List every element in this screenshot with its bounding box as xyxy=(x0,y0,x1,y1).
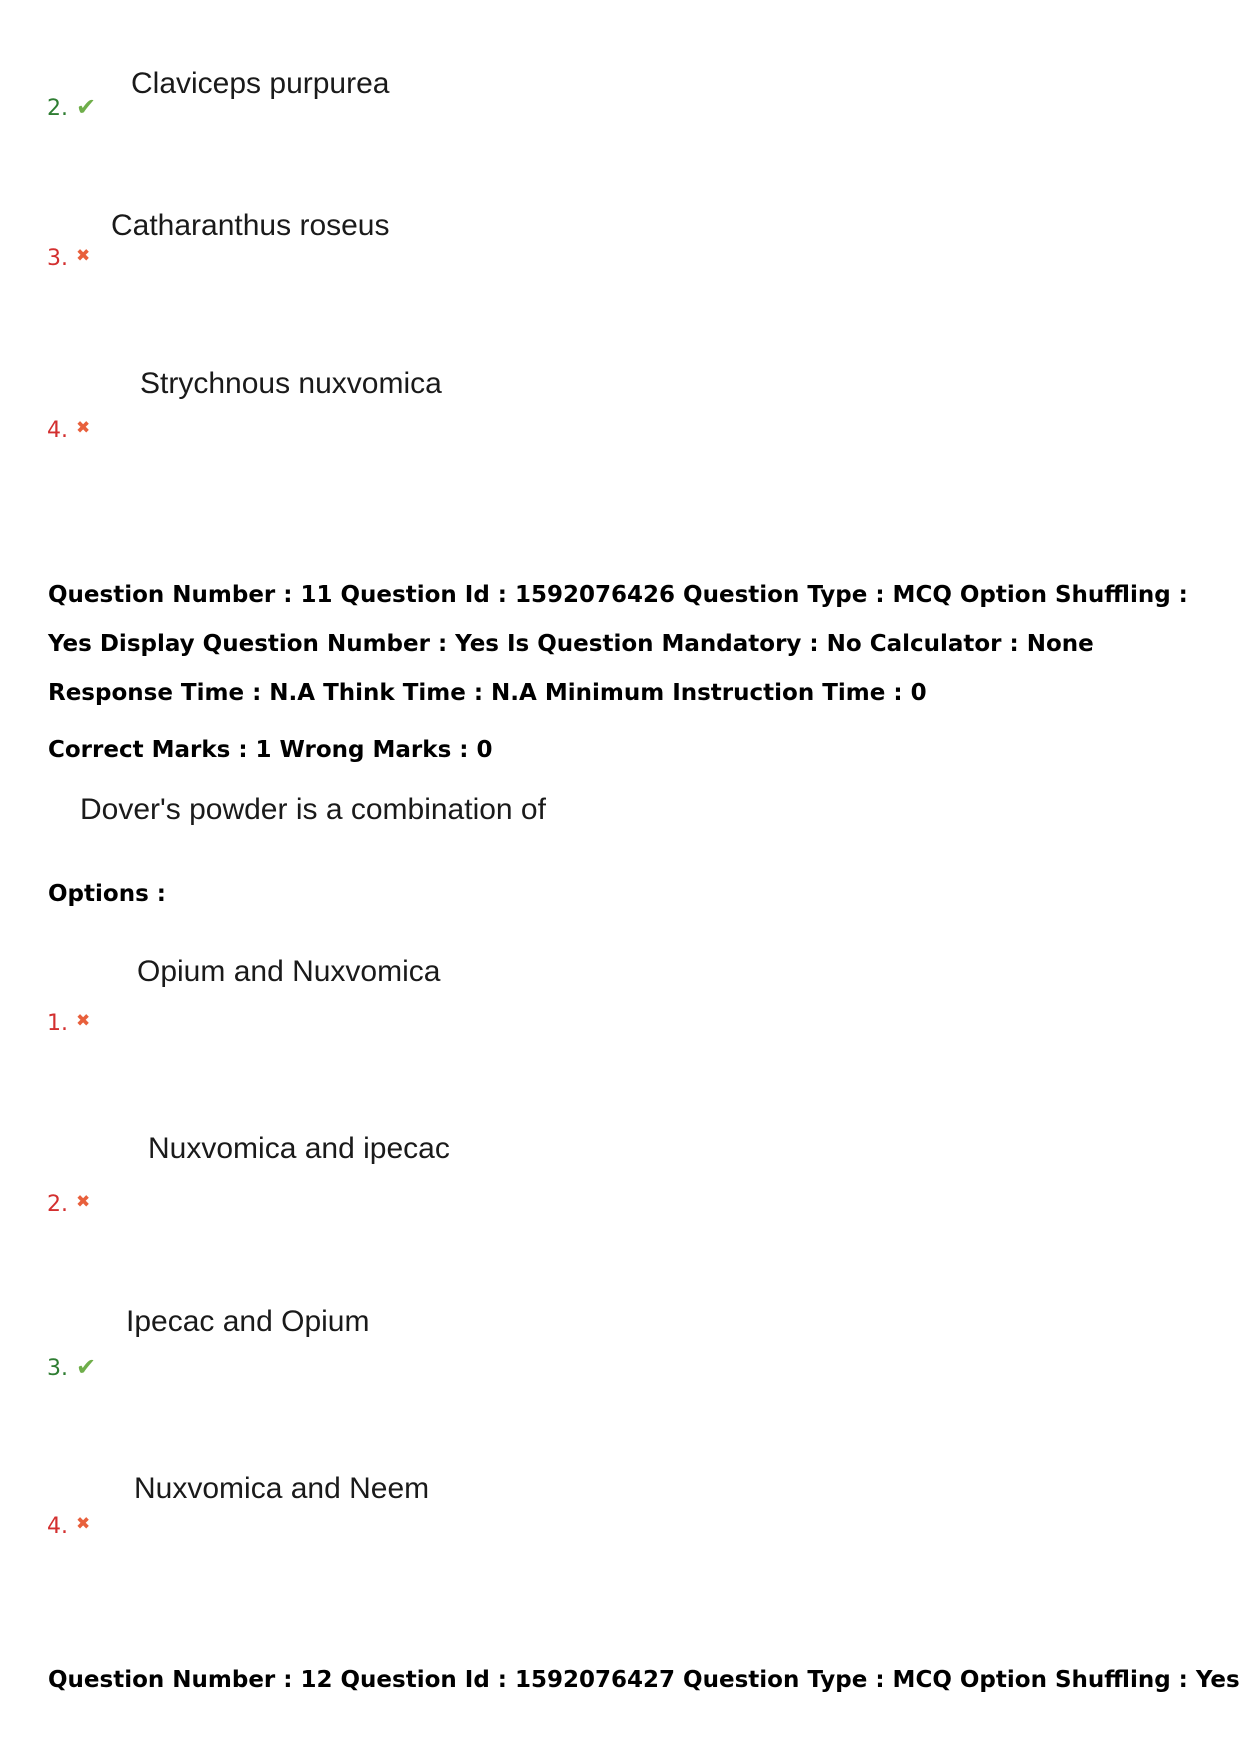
cross-icon: ✖ xyxy=(76,246,91,266)
option-image-text: Ipecac and Opium xyxy=(126,1305,370,1338)
option-number xyxy=(47,243,90,272)
option-image-text: Nuxvomica and Neem xyxy=(134,1472,430,1505)
option-number-label: 1. xyxy=(47,1011,68,1036)
option-number xyxy=(47,1354,96,1382)
option-number xyxy=(47,1189,90,1218)
check-icon: ✔ xyxy=(76,93,97,121)
option-number xyxy=(47,94,96,122)
question-info: Question Number : 12 Question Id : 1592076427 Question Type : MCQ Option Shuffling : Yes xyxy=(48,1667,1240,1693)
cross-icon: ✖ xyxy=(76,1192,91,1212)
option-image-text: Claviceps purpurea xyxy=(131,67,390,100)
option-image-text: Opium and Nuxvomica xyxy=(137,955,441,988)
option-image-text: Nuxvomica and ipecac xyxy=(148,1132,450,1165)
cross-icon: ✖ xyxy=(76,1514,91,1534)
option-number xyxy=(47,1008,90,1037)
option-number-label: 4. xyxy=(47,1514,68,1539)
option-number xyxy=(47,1511,90,1540)
option-number-label: 3. xyxy=(47,246,68,271)
option-image-text: Catharanthus roseus xyxy=(111,209,390,242)
option-number-label: 2. xyxy=(47,1192,68,1217)
question-info: Question Number : 11 Question Id : 1592076426 Question Type : MCQ Option Shuffling : Yes Display Question Number : Yes Is Question Mandatory : No Calculator : None Response Time : N.A Think Time : N.A Minimum Instruction Time : 0 xyxy=(48,582,1188,706)
question-marks: Correct Marks : 1 Wrong Marks : 0 xyxy=(48,737,493,763)
cross-icon: ✖ xyxy=(76,1011,91,1031)
option-number-label: 3. xyxy=(47,1356,68,1381)
option-number-label: 4. xyxy=(47,418,68,443)
option-number-label: 2. xyxy=(47,96,68,121)
check-icon: ✔ xyxy=(76,1353,97,1381)
options-label: Options : xyxy=(48,881,166,907)
question-text: Dover's powder is a combination of xyxy=(80,793,546,826)
cross-icon: ✖ xyxy=(76,418,91,438)
option-number xyxy=(47,415,90,444)
option-image-text: Strychnous nuxvomica xyxy=(140,367,442,400)
